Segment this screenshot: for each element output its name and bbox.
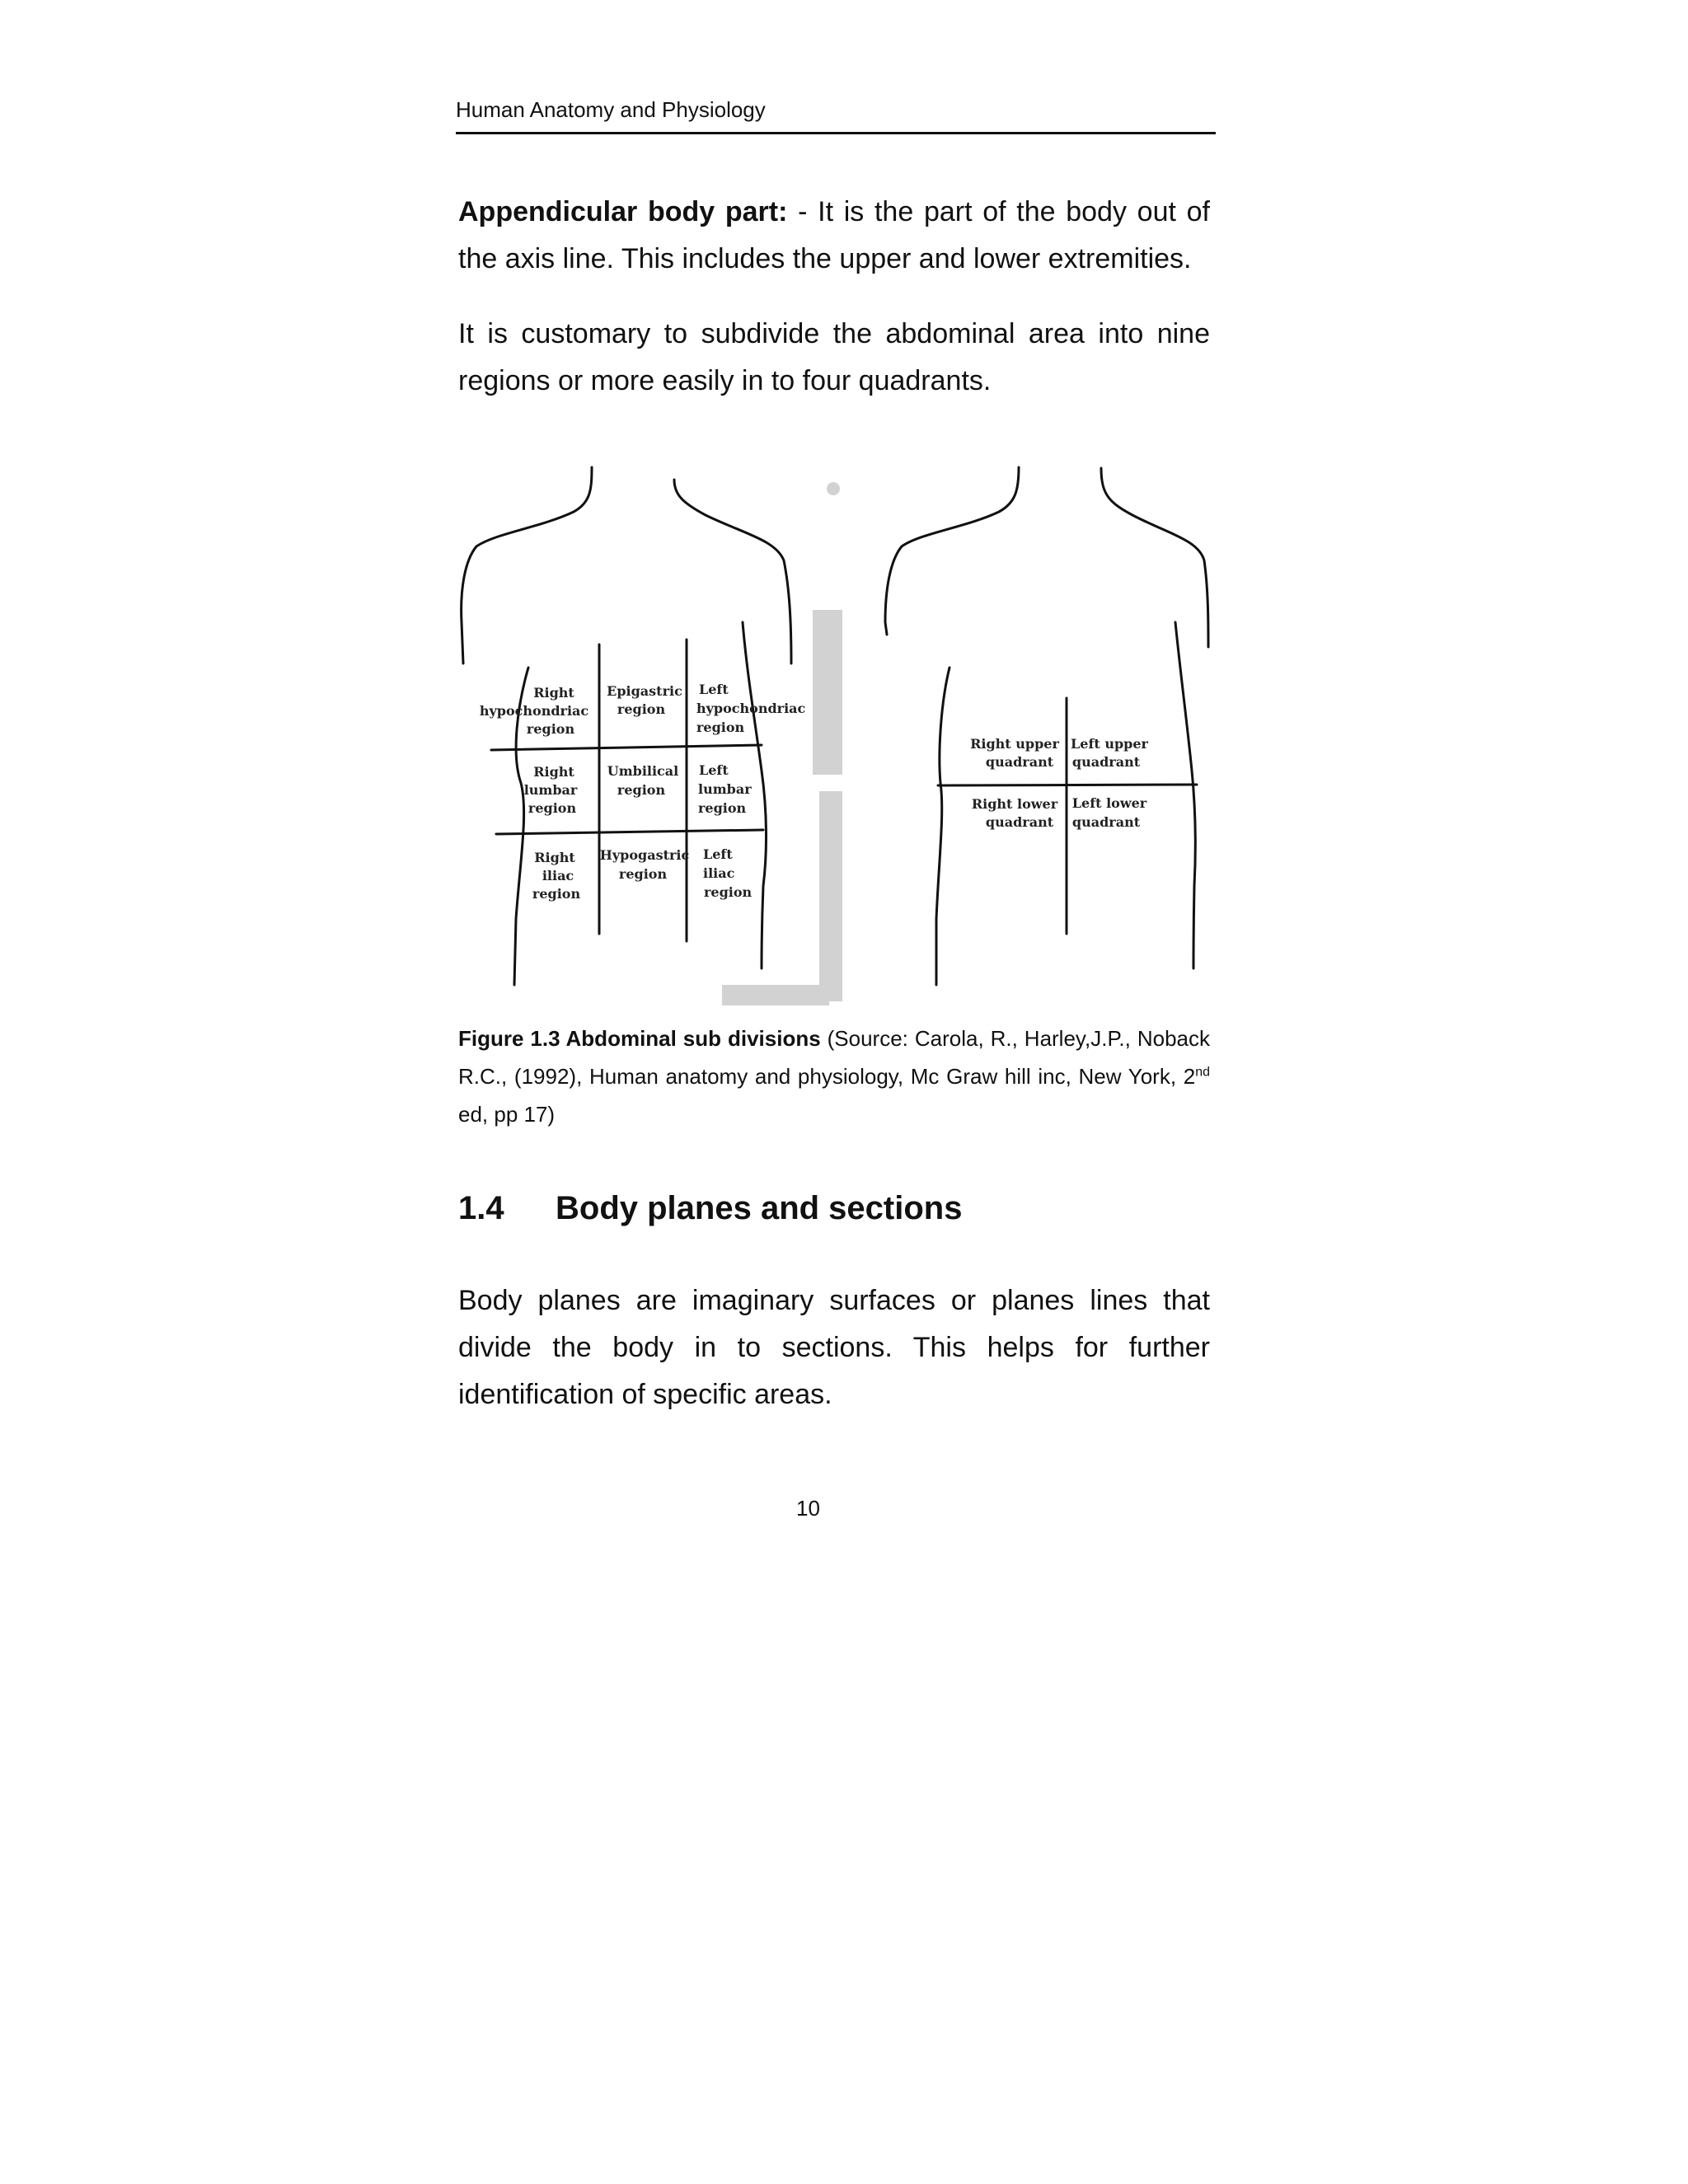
abdominal-figure [458, 457, 1241, 1005]
label-left-iliac: Left iliac region [703, 846, 753, 900]
figure-caption [458, 1019, 1210, 1133]
label-left-lower-quadrant: Left lower quadrant [1071, 795, 1147, 830]
appendicular-term: Appendicular body part: [458, 196, 788, 227]
section-heading [458, 1190, 962, 1227]
caption-label: Figure 1.3 Abdominal sub divisions [458, 1026, 821, 1051]
label-right-hypochondriac: Right hypochondriac region [479, 685, 589, 737]
quadrants-diagram [885, 467, 1208, 985]
caption-source: (Source: Carola, R., Harley,J.P., Noback R.C., (1992), Human anatomy and physiology, Mc Graw hill inc, New York, 2 [458, 1026, 1210, 1089]
label-left-lumbar: Left lumbar region [698, 762, 752, 816]
label-right-lumbar: Right lumbar region [523, 764, 578, 816]
paragraph-body-planes: Body planes are imaginary surfaces or planes lines that divide the body in to sections. This helps for further identification of specific areas. [458, 1285, 1210, 1410]
label-umbilical: Umbilical region [607, 763, 679, 798]
label-left-upper-quadrant: Left upper quadrant [1071, 736, 1148, 770]
paragraph-abdominal-subdivision: It is customary to subdivide the abdominal area into nine regions or more easily in to four quadrants. [458, 318, 1210, 396]
nine-region-labels [480, 682, 806, 902]
label-hypogastric: Hypogastric region [599, 847, 690, 882]
appendicular-definition: - It is the part of the body out of the axis line. This includes the upper and lower extremities. [458, 196, 1210, 274]
label-right-lower-quadrant: Right lower quadrant [971, 796, 1058, 830]
page-number: 10 [796, 1496, 820, 1521]
running-header: Human Anatomy and Physiology [456, 97, 766, 122]
header-rule [456, 132, 1216, 134]
caption-superscript: nd [1195, 1065, 1210, 1080]
label-right-iliac: Right iliac region [532, 850, 581, 902]
section-number: 1.4 [458, 1190, 504, 1226]
label-left-hypochondriac: Left hypochondriac region [696, 682, 806, 735]
watermark [722, 482, 842, 1005]
section-title: Body planes and sections [556, 1190, 963, 1226]
caption-source-end: ed, pp 17) [458, 1102, 556, 1127]
quadrant-labels [970, 736, 1148, 830]
label-right-upper-quadrant: Right upper quadrant [970, 736, 1059, 770]
paragraph-appendicular [458, 189, 1210, 283]
label-epigastric: Epigastric region [607, 683, 682, 717]
